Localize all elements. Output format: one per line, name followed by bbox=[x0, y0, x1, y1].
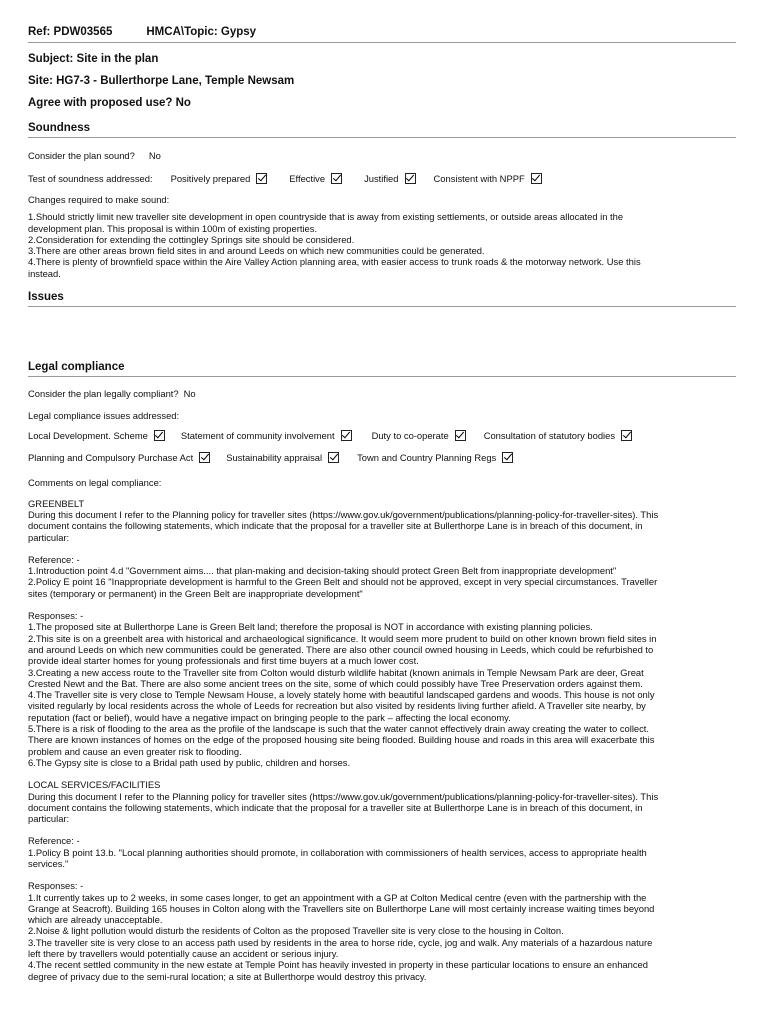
issue-planning-compulsory-purchase bbox=[28, 452, 210, 463]
plan-sound-value: No bbox=[148, 150, 161, 161]
checkbox-checked-icon bbox=[154, 430, 165, 441]
soundness-tests-row bbox=[28, 173, 736, 184]
comments-label: Comments on legal compliance: bbox=[28, 477, 162, 489]
issue-label: Local Development. Scheme bbox=[28, 430, 148, 442]
checkbox-checked-icon bbox=[199, 452, 210, 463]
test-item-label: Justified bbox=[364, 173, 399, 184]
test-positively-prepared bbox=[171, 173, 268, 184]
topic-label: HMCA\Topic: Gypsy bbox=[146, 26, 257, 38]
issue-local-development-scheme bbox=[28, 430, 165, 441]
issue-sustainability-appraisal bbox=[226, 452, 339, 463]
change-line: 1.Should strictly limit new traveller site development in open countryside that is away from existing settlements, or outside areas allocated in the bbox=[28, 211, 624, 223]
checkbox-checked-icon bbox=[331, 173, 342, 184]
changes-label: Changes required to make sound: bbox=[28, 194, 170, 205]
legally-compliant-value: No bbox=[183, 388, 196, 400]
test-item-label: Positively prepared bbox=[170, 173, 251, 184]
agree-line bbox=[28, 97, 736, 109]
issue-town-country-planning-regs bbox=[357, 452, 513, 463]
test-item-label: Effective bbox=[289, 173, 326, 184]
issue-duty-to-cooperate bbox=[372, 430, 466, 441]
comment-paragraph: Reference: - 1.Introduction point 4.d "Government aims.... that plan-making and decision-taking should protect Green Belt from inappropriate development" 2.Policy E point 16 "Inappropriate development is harmful to the Green Belt and should not be approved, except in very special circumstances. Traveller sites (temporary or permanent) in the Green Belt are inappropriate development" bbox=[28, 553, 658, 599]
issue-statement-community-involvement bbox=[181, 430, 352, 441]
test-justified bbox=[364, 173, 415, 184]
change-line: instead. bbox=[28, 267, 61, 279]
subject-line: Subject: Site in the plan bbox=[28, 53, 159, 65]
comment-paragraph: Responses: - 1.It currently takes up to 2 weeks, in some cases longer, to get an appointment with a GP at Colton Medical centre (even with the partnership with the Grange at Seacroft). Building 165 houses in Colton along with the Travellers site on Bullerthorpe Lane will most certainly increase waiting times beyond which are already unacceptable. 2.Noise & light pollution would disturb the residents of Colton as the proposed Traveller site is very close to the housing in Colton. 3.The traveller site is very close to an access path used by residents in the area to horse ride, cycle, jog and walk. Any materials of a hazardous nature left there by travellers would potentially cause an accident or serious injury. 4.The recent settled community in the new estate at Temple Point has heavily invested in property in these particular locations to ensure an enhanced degree of privacy due to the semi-rural location; a site at Bullerthorpe would destroy this privacy. bbox=[28, 880, 655, 982]
legal-issues-row-2 bbox=[28, 452, 736, 463]
agree-label: Agree with proposed use? bbox=[28, 97, 173, 109]
checkbox-checked-icon bbox=[328, 452, 339, 463]
legal-issues-label: Legal compliance issues addressed: bbox=[28, 410, 180, 422]
agree-value: No bbox=[175, 97, 191, 109]
legal-issues-row-1 bbox=[28, 430, 736, 441]
checkbox-checked-icon bbox=[621, 430, 632, 441]
checkbox-checked-icon bbox=[256, 173, 267, 184]
issues-heading: Issues bbox=[28, 291, 736, 307]
change-line: 4.There is plenty of brownfield space within the Aire Valley Action planning area, with easier access to trunk roads & the motorway network. Use this bbox=[28, 256, 641, 268]
test-item-label: Consistent with NPPF bbox=[433, 173, 525, 184]
checkbox-checked-icon bbox=[502, 452, 513, 463]
comment-paragraph: GREENBELT During this document I refer to the Planning policy for traveller sites (https://www.gov.uk/government/publications/planning-policy-for-traveller-sites). This document contains the following statements, which indicate that the proposal for a traveller site at Bullerthorpe Lane is in breach of this document, in particular: bbox=[28, 497, 659, 543]
issue-label: Consultation of statutory bodies bbox=[483, 430, 616, 442]
plan-sound-label: Consider the plan sound? bbox=[28, 150, 135, 161]
form-page bbox=[28, 26, 736, 982]
legally-compliant-row bbox=[28, 388, 736, 399]
ref-number: Ref: PDW03565 bbox=[28, 26, 113, 38]
checkbox-checked-icon bbox=[405, 173, 416, 184]
issue-label: Town and Country Planning Regs bbox=[357, 452, 497, 464]
change-line: 2.Consideration for extending the cottingley Springs site should be considered. bbox=[28, 233, 355, 245]
issue-label: Planning and Compulsory Purchase Act bbox=[28, 452, 194, 464]
soundness-heading: Soundness bbox=[28, 122, 736, 138]
test-label: Test of soundness addressed: bbox=[28, 173, 153, 184]
test-consistent-nppf bbox=[434, 173, 542, 184]
test-effective bbox=[289, 173, 342, 184]
legal-compliance-heading: Legal compliance bbox=[28, 361, 736, 377]
issue-label: Duty to co-operate bbox=[371, 430, 449, 442]
changes-list bbox=[28, 211, 736, 279]
comment-paragraph: Responses: - 1.The proposed site at Bullerthorpe Lane is Green Belt land; therefore the proposal is NOT in accordance with existing planning policies. 2.This site is on a greenbelt area with historical and archaeological significance. It would seem more prudent to build on other known brown field sites in and around Leeds on which new communities could be generated. There are also other council owned housing in Leeds, which could be refurbished to provide ideal starter homes for young professionals and first time buyers at a much lower cost. 3.Creating a new access route to the Traveller site from Colton would disturb wildlife habitat (known animals in Temple Newsam Park are deer, Great Crested Newt and the Bat. There are also some ancient trees on the site, some of which could possibly have Tree Preservation orders against them. 4.The Traveller site is very close to Temple Newsam House, a lovely stately home with beautiful landscaped gardens and woods. This house is not only visited regularly by local residents across the whole of Leeds for recreation but also visited by residents living further afield. A Traveller site nearby, by reputation (fact or belief), would have a negative impact on bringing people to the park – affecting the local economy. 5.There is a risk of flooding to the area as the profile of the landscape is such that the water cannot effectively drain away creating the water to collect. There are known instances of homes on the edge of the proposed housing site being flooded. Building house and roads in this area will exacerbate this problem and cause an even greater risk to flooding. 6.The Gypsy site is close to a Bridal path used by public, children and horses. bbox=[28, 610, 657, 768]
legally-compliant-label: Consider the plan legally compliant? bbox=[28, 388, 179, 400]
comment-paragraph: LOCAL SERVICES/FACILITIES During this document I refer to the Planning policy for traveller sites (https://www.gov.uk/government/publications/planning-policy-for-traveller-sites). This document contains the following statements, which indicate that the proposal for a traveller site at Bullerthorpe Lane is in breach of this document, in particular: bbox=[28, 779, 659, 825]
reference-header bbox=[28, 26, 736, 43]
site-line: Site: HG7-3 - Bullerthorpe Lane, Temple Newsam bbox=[28, 75, 295, 87]
checkbox-checked-icon bbox=[341, 430, 352, 441]
plan-sound-row bbox=[28, 150, 736, 161]
issue-label: Sustainability appraisal bbox=[226, 452, 323, 464]
issue-consultation-statutory-bodies bbox=[484, 430, 632, 441]
comment-paragraph: Reference: - 1.Policy B point 13.b. "Local planning authorities should promote, in collaboration with commissioners of health services, access to appropriate health services." bbox=[28, 835, 647, 869]
issue-label: Statement of community involvement bbox=[180, 430, 335, 442]
checkbox-checked-icon bbox=[531, 173, 542, 184]
change-line: 3.There are other areas brown field sites in and around Leeds on which new communities could be generated. bbox=[28, 245, 485, 257]
checkbox-checked-icon bbox=[455, 430, 466, 441]
change-line: development plan. This proposal is within 100m of existing properties. bbox=[28, 222, 318, 234]
